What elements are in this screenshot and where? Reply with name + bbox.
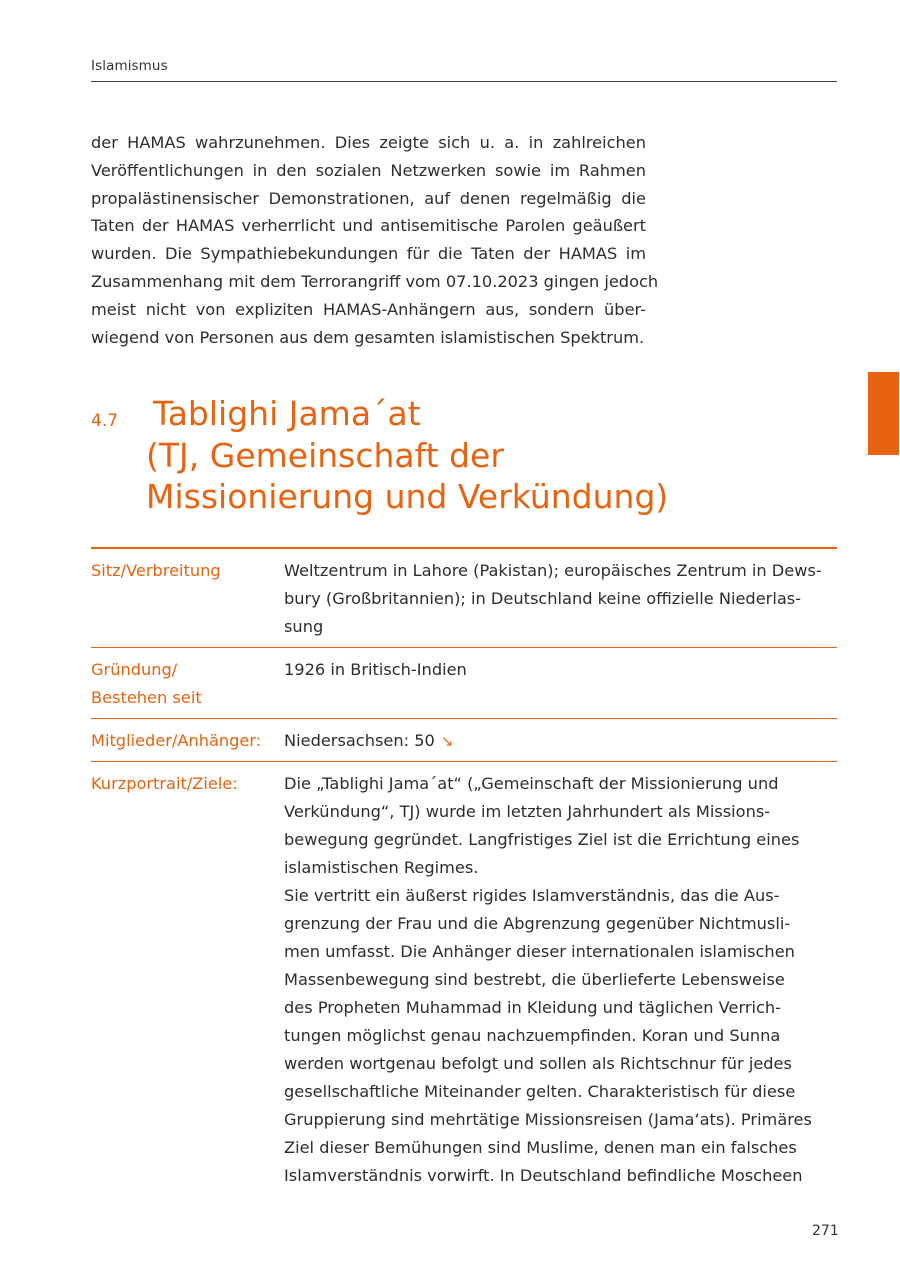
member-count: Niedersachsen: 50 bbox=[284, 731, 435, 750]
label-line: Gründung/ bbox=[91, 660, 178, 679]
value-line: tungen möglichst genau nachzuempfinden. Koran und Sunna bbox=[284, 1026, 781, 1045]
section-number: 4.7 bbox=[91, 411, 119, 431]
profile-label: Kurzportrait/Ziele: bbox=[91, 774, 238, 793]
value-line: Ziel dieser Bemühungen sind Muslime, denen man ein falsches bbox=[284, 1138, 797, 1157]
section-title-line: Missionierung und Verkündung) bbox=[146, 477, 669, 516]
value-line: werden wortgenau befolgt und sollen als Richtschnur für jedes bbox=[284, 1054, 792, 1073]
section-title-line: (TJ, Gemeinschaft der bbox=[146, 435, 504, 475]
profile-value bbox=[284, 557, 824, 641]
value-line: Sie vertritt ein äußerst rigides Islamverständnis, das die Aus- bbox=[284, 886, 780, 905]
profile-row-sitz bbox=[91, 549, 837, 648]
intro-line: wurden. Die Sympathiebekundungen für die Taten der HAMAS im bbox=[91, 244, 646, 264]
profile-label: Sitz/Verbreitung bbox=[91, 561, 221, 580]
intro-line: der HAMAS wahrzunehmen. Dies zeigte sich u. a. in zahlreichen bbox=[91, 133, 646, 152]
profile-row-kurzportrait bbox=[91, 762, 837, 1196]
profile-label: Mitglieder/Anhänger: bbox=[91, 731, 262, 750]
profile-value bbox=[284, 770, 824, 1190]
header-rule bbox=[91, 81, 837, 82]
intro-line: Veröffentlichungen in den sozialen Netzwerken sowie im Rahmen bbox=[91, 160, 646, 180]
value-line: grenzung der Frau und die Abgrenzung gegenüber Nichtmusli- bbox=[284, 914, 791, 933]
value-line: Massenbewegung sind bestrebt, die überlieferte Lebensweise bbox=[284, 970, 785, 989]
section-title bbox=[146, 393, 766, 518]
value-line: bury (Großbritannien); in Deutschland keine offizielle Niederlas- bbox=[284, 589, 802, 608]
value-line: Weltzentrum in Lahore (Pakistan); europäisches Zentrum in Dews- bbox=[284, 561, 822, 580]
value-line: sung bbox=[284, 617, 324, 636]
page-number: 271 bbox=[812, 1223, 839, 1239]
value-line: islamistischen Regimes. bbox=[284, 858, 479, 877]
intro-line: propalästinensischer Demonstrationen, auf denen regelmäßig die bbox=[91, 188, 646, 208]
value-line: Gruppierung sind mehrtätige Missionsreisen (Jama‘ats). Primäres bbox=[284, 1110, 812, 1129]
intro-line: wiegend von Personen aus dem gesamten islamistischen Spektrum. bbox=[91, 327, 645, 347]
value-line: Die „Tablighi Jama´at“ („Gemeinschaft der Missionierung und bbox=[284, 774, 779, 793]
intro-line: Zusammenhang mit dem Terrorangriff vom 07.10.2023 gingen jedoch bbox=[91, 271, 659, 291]
value-line: des Propheten Muhammad in Kleidung und täglichen Verrich- bbox=[284, 998, 781, 1017]
intro-line: Taten der HAMAS verherrlicht und antisemitische Parolen geäußert bbox=[91, 216, 646, 236]
value-line: gesellschaftliche Miteinander gelten. Charakteristisch für diese bbox=[284, 1082, 796, 1101]
profile-label bbox=[91, 656, 284, 712]
intro-line: meist nicht von expliziten HAMAS-Anhängern aus, sondern über- bbox=[91, 299, 646, 319]
label-line: Bestehen seit bbox=[91, 688, 202, 707]
profile-table bbox=[91, 547, 837, 1196]
value-line: bewegung gegründet. Langfristiges Ziel ist die Errichtung eines bbox=[284, 830, 800, 849]
profile-value: 1926 in Britisch-Indien bbox=[284, 660, 467, 679]
profile-row-gruendung bbox=[91, 648, 837, 719]
value-line: men umfasst. Die Anhänger dieser internationalen islamischen bbox=[284, 942, 795, 961]
running-head: Islamismus bbox=[91, 58, 168, 74]
value-line: Verkündung“, TJ) wurde im letzten Jahrhundert als Missions- bbox=[284, 802, 771, 821]
chapter-tab-marker bbox=[868, 372, 899, 455]
value-line: Islamverständnis vorwirft. In Deutschland befindliche Moscheen bbox=[284, 1166, 803, 1185]
section-title-line: Tablighi Jama´at bbox=[153, 394, 421, 433]
profile-row-mitglieder bbox=[91, 719, 837, 762]
arrow-down-right-icon: ↘ bbox=[440, 732, 454, 750]
profile-value bbox=[284, 727, 824, 755]
intro-paragraph bbox=[91, 129, 659, 351]
